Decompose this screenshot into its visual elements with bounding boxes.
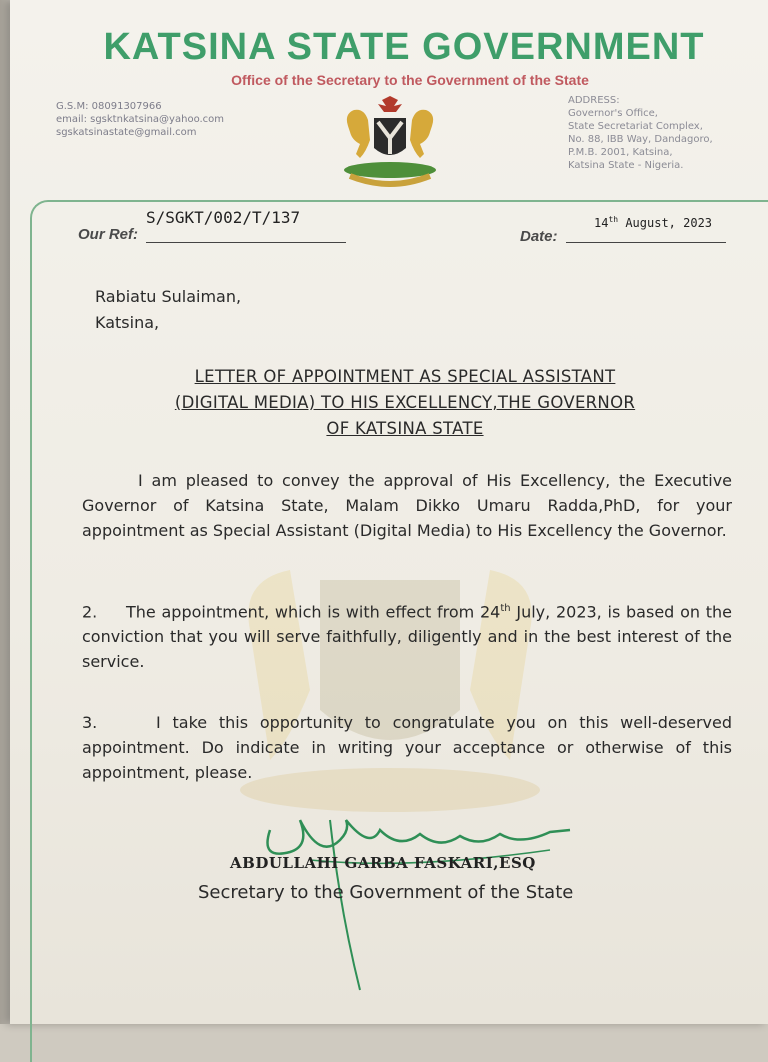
date-label: Date: — [520, 228, 558, 245]
paragraph-2 — [82, 596, 732, 674]
address-label: ADDRESS: — [568, 95, 620, 106]
reference-underline — [146, 242, 346, 243]
paragraph-2-text-rest: July, 2023, is based on the conviction that you will serve faithfully, diligently and in the best interest of the service. — [82, 602, 732, 672]
contact-email-2: sgskatsinastate@gmail.com — [56, 127, 197, 138]
address-line: Governor's Office, — [568, 108, 658, 119]
letter-date — [594, 215, 712, 230]
address-line: State Secretariat Complex, — [568, 121, 703, 132]
date-rest: August, 2023 — [618, 216, 713, 230]
paragraph-2-text: 2. The appointment, which is with effect from 24 — [82, 602, 501, 622]
address-line: P.M.B. 2001, Katsina, — [568, 147, 673, 158]
reference-number: S/SGKT/002/T/137 — [146, 208, 301, 227]
subject-line: LETTER OF APPOINTMENT AS SPECIAL ASSISTANT — [194, 367, 616, 386]
paragraph-3: 3. I take this opportunity to congratulate you on this well-deserved appointment. Do indicate in writing your acceptance or otherwise of this appointment, please. — [82, 713, 732, 782]
letterhead-contact — [56, 100, 224, 139]
letterhead-title: KATSINA STATE GOVERNMENT — [103, 26, 705, 68]
coat-of-arms-icon — [330, 96, 450, 196]
letterhead-address — [568, 94, 713, 172]
recipient-block — [95, 284, 241, 336]
paragraph-2-suffix: th — [500, 603, 511, 614]
contact-gsm: G.S.M: 08091307966 — [56, 101, 162, 112]
recipient-location: Katsina, — [95, 313, 160, 332]
date-suffix: th — [608, 215, 619, 224]
date-underline — [566, 242, 726, 243]
address-line: No. 88, IBB Way, Dandagoro, — [568, 134, 713, 145]
subject-line: OF KATSINA STATE — [326, 419, 484, 438]
letter-subject — [120, 364, 690, 442]
signatory-title: Secretary to the Government of the State — [198, 882, 574, 903]
contact-email-1: email: sgsktnkatsina@yahoo.com — [56, 114, 225, 125]
reference-label: Our Ref: — [78, 226, 138, 243]
recipient-name: Rabiatu Sulaiman, — [95, 287, 242, 306]
subject-line: (DIGITAL MEDIA) TO HIS EXCELLENCY,THE GOVERNOR — [174, 393, 636, 412]
date-day: 14 — [594, 216, 609, 230]
paragraph-1: I am pleased to convey the approval of His Excellency, the Executive Governor of Katsina State, Malam Dikko Umaru Radda,PhD, for your appointment as Special Assistant (Digital Media) to His Excellency the Governor. — [82, 471, 732, 540]
signatory-name: ABDULLAHI GARBA FASKARI,ESQ — [230, 854, 536, 872]
letterhead-office: Office of the Secretary to the Government of the State — [231, 72, 589, 88]
address-line: Katsina State - Nigeria. — [568, 160, 684, 171]
